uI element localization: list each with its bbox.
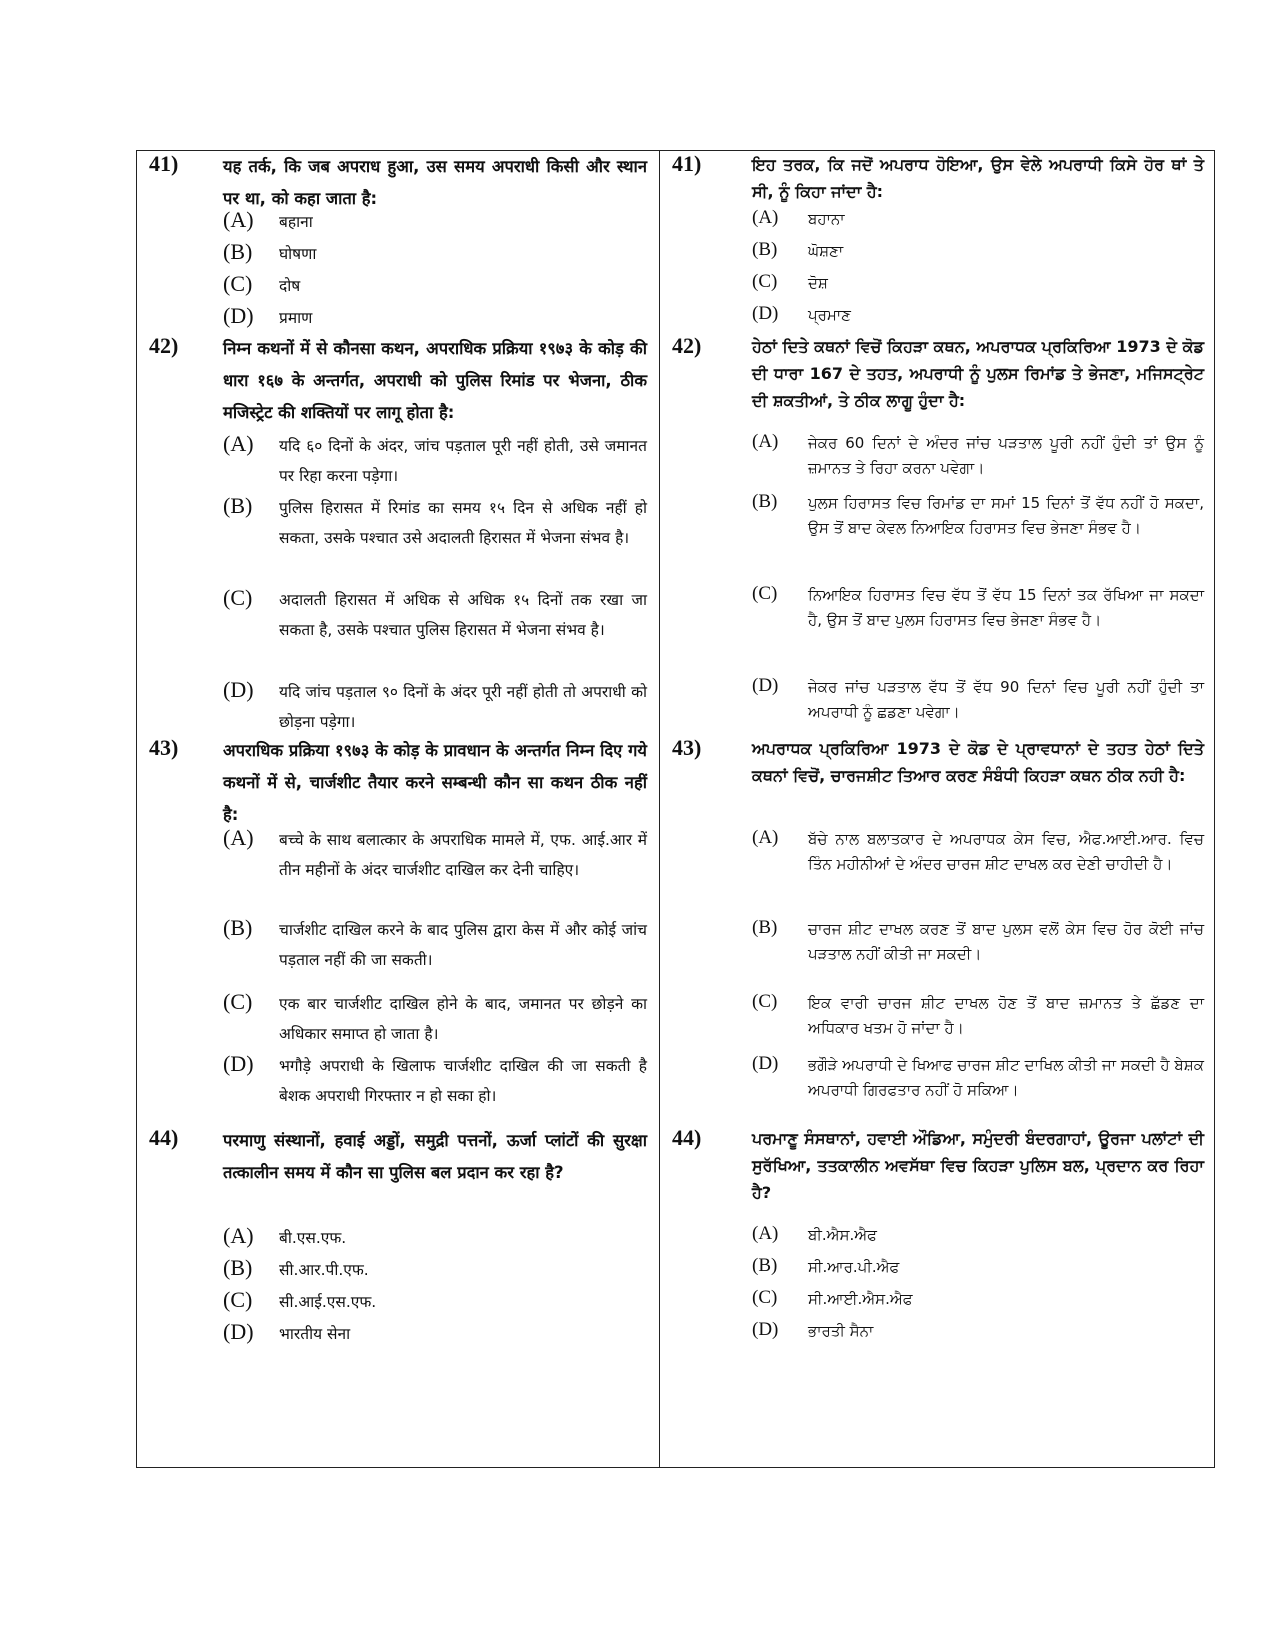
option-label: (A) <box>223 825 254 850</box>
option-label: (C) <box>752 1287 778 1308</box>
option-text: भारतीय सेना <box>279 1325 351 1343</box>
option-text: ਸੀ.ਆਰ.ਪੀ.ਐਫ <box>808 1258 900 1276</box>
question-number: 41) <box>672 151 702 176</box>
option-label: (A) <box>223 431 254 456</box>
question-number: 42) <box>149 333 179 358</box>
hindi-column <box>137 151 660 1467</box>
option-label: (C) <box>223 989 253 1014</box>
question-number: 41) <box>149 151 179 176</box>
question-number: 43) <box>149 735 179 760</box>
option-text: पुलिस हिरासत में रिमांड का समय १५ दिन से अधिक नहीं हो सकता, उसके पश्चात उसे अदालती हिरासत में भेजना संभव है। <box>279 499 647 547</box>
option-label: (B) <box>752 491 778 512</box>
option-label: (A) <box>223 207 254 232</box>
option-text: ਚਾਰਜ ਸ਼ੀਟ ਦਾਖਲ ਕਰਣ ਤੋਂ ਬਾਦ ਪੁਲਸ ਵਲੋਂ ਕੇਸ ਵਿਚ ਹੋਰ ਕੋਈ ਜਾਂਚ ਪੜਤਾਲ ਨਹੀਂ ਕੀਤੀ ਜਾ ਸਕਦੀ। <box>808 920 1204 963</box>
question-text: ਇਹ ਤਰਕ, ਕਿ ਜਦੋਂ ਅਪਰਾਧ ਹੋਇਆ, ਉਸ ਵੇਲੇ ਅਪਰਾਧੀ ਕਿਸੇ ਹੋਰ ਥਾਂ ਤੇ ਸੀ, ਨੂੰ ਕਿਹਾ ਜਾਂਦਾ ਹੈ: <box>752 155 1204 201</box>
option-text: एक बार चार्जशीट दाखिल होने के बाद, जमानत पर छोड़ने का अधिकार समाप्त हो जाता है। <box>279 995 647 1043</box>
option-text: ਜੇਕਰ 60 ਦਿਨਾਂ ਦੇ ਅੰਦਰ ਜਾਂਚ ਪੜਤਾਲ ਪੂਰੀ ਨਹੀਂ ਹੁੰਦੀ ਤਾਂ ਉਸ ਨੂੰ ਜ਼ਮਾਨਤ ਤੇ ਰਿਹਾ ਕਰਨਾ ਪਵੇਗਾ। <box>808 434 1204 477</box>
option-label: (D) <box>223 303 254 328</box>
option-label: (B) <box>223 493 253 518</box>
option-label: (D) <box>752 1053 779 1074</box>
question-text: निम्न कथनों में से कौनसा कथन, अपराधिक प्रक्रिया १९७३ के कोड़ की धारा १६७ के अन्तर्गत, अपराधी को पुलिस रिमांड पर भेजना, ठीक मजिस्ट्रेट की शक्तियों पर लागू होता है: <box>223 339 647 422</box>
option-label: (C) <box>223 1287 253 1312</box>
option-label: (C) <box>223 585 253 610</box>
option-text: ਪੁਲਸ ਹਿਰਾਸਤ ਵਿਚ ਰਿਮਾਂਡ ਦਾ ਸਮਾਂ 15 ਦਿਨਾਂ ਤੋਂ ਵੱਧ ਨਹੀਂ ਹੋ ਸਕਦਾ, ਉਸ ਤੋਂ ਬਾਦ ਕੇਵਲ ਨਿਆਇਕ ਹਿਰਾਸਤ ਵਿਚ ਭੇਜਣਾ ਸੰਭਵ ਹੈ। <box>808 494 1204 537</box>
option-label: (D) <box>752 1319 779 1340</box>
option-text: ਘੋਸ਼ਣਾ <box>808 242 844 260</box>
option-text: सी.आर.पी.एफ. <box>279 1261 369 1279</box>
option-text: ਭਗੌੜੇ ਅਪਰਾਧੀ ਦੇ ਖਿਆਫ ਚਾਰਜ ਸ਼ੀਟ ਦਾਖਿਲ ਕੀਤੀ ਜਾ ਸਕਦੀ ਹੈ ਬੇਸ਼ਕ ਅਪਰਾਧੀ ਗਿਰਫਤਾਰ ਨਹੀਂ ਹੋ ਸਕਿਆ। <box>808 1056 1204 1099</box>
option-label: (D) <box>223 1319 254 1344</box>
option-label: (A) <box>752 431 779 452</box>
question-number: 43) <box>672 735 702 760</box>
option-text: ਬੀ.ਐਸ.ਐਫ <box>808 1226 877 1244</box>
option-text: यदि ६० दिनों के अंदर, जांच पड़ताल पूरी नहीं होती, उसे जमानत पर रिहा करना पड़ेगा। <box>279 437 647 485</box>
question-text: ਪਰਮਾਣੂ ਸੰਸਥਾਨਾਂ, ਹਵਾਈ ਔਡਿਆ, ਸਮੁੰਦਰੀ ਬੰਦਰਗਾਹਾਂ, ਊਰਜਾ ਪਲਾਂਟਾਂ ਦੀ ਸੁਰੱਖਿਆ, ਤਤਕਾਲੀਨ ਅਵਸੱਥਾ ਵਿਚ ਕਿਹੜਾ ਪੁਲਿਸ ਬਲ, ਪ੍ਰਦਾਨ ਕਰ ਰਿਹਾ ਹੈ? <box>752 1129 1204 1202</box>
option-text: बी.एस.एफ. <box>279 1229 347 1247</box>
option-label: (B) <box>223 915 253 940</box>
question-number: 42) <box>672 333 702 358</box>
option-label: (A) <box>752 207 779 228</box>
question-text: यह तर्क, कि जब अपराध हुआ, उस समय अपराधी किसी और स्थान पर था, को कहा जाता है: <box>223 157 647 208</box>
option-text: बच्चे के साथ बलात्कार के अपराधिक मामले में, एफ. आई.आर में तीन महीनों के अंदर चार्जशीट दाखिल कर देनी चाहिए। <box>279 831 647 879</box>
question-text: ਅਪਰਾਧਕ ਪ੍ਰਕਿਰਿਆ 1973 ਦੇ ਕੋਡ ਦੇ ਪ੍ਰਾਵਧਾਨਾਂ ਦੇ ਤਹਤ ਹੇਠਾਂ ਦਿਤੇ ਕਥਨਾਂ ਵਿਚੋਂ, ਚਾਰਜਸ਼ੀਟ ਤਿਆਰ ਕਰਣ ਸੰਬੰਧੀ ਕਿਹੜਾ ਕਥਨ ਠੀਕ ਨਹੀ ਹੈ: <box>752 739 1204 785</box>
option-text: ਭਾਰਤੀ ਸੈਨਾ <box>808 1322 874 1340</box>
option-text: अदालती हिरासत में अधिक से अधिक १५ दिनों तक रखा जा सकता है, उसके पश्चात पुलिस हिरासत में भेजना संभव है। <box>279 591 647 639</box>
question-text: ਹੇਠਾਂ ਦਿਤੇ ਕਥਨਾਂ ਵਿਚੋਂ ਕਿਹੜਾ ਕਥਨ, ਅਪਰਾਧਕ ਪ੍ਰਕਿਰਿਆ 1973 ਦੇ ਕੋਡ ਦੀ ਧਾਰਾ 167 ਦੇ ਤਹਤ, ਅਪਰਾਧੀ ਨੂੰ ਪੁਲਸ ਰਿਮਾਂਡ ਤੇ ਭੇਜਣਾ, ਮਜਿਸਟ੍ਰੇਟ ਦੀ ਸ਼ਕਤੀਆਂ, ਤੇ ਠੀਕ ਲਾਗੂ ਹੁੰਦਾ ਹੈ: <box>752 337 1204 410</box>
question-sheet <box>136 150 1215 1468</box>
option-label: (C) <box>752 583 778 604</box>
option-label: (B) <box>223 1255 253 1280</box>
option-text: ਜੇਕਰ ਜਾਂਚ ਪੜਤਾਲ ਵੱਧ ਤੋਂ ਵੱਧ 90 ਦਿਨਾਂ ਵਿਚ ਪੂਰੀ ਨਹੀਂ ਹੁੰਦੀ ਤਾ ਅਪਰਾਧੀ ਨੂੰ ਛਡਣਾ ਪਵੇਗਾ। <box>808 678 1204 721</box>
option-text: दोष <box>279 277 301 295</box>
option-text: बहाना <box>279 213 313 231</box>
option-text: ਪ੍ਰਮਾਣ <box>808 306 851 324</box>
option-text: प्रमाण <box>279 309 313 327</box>
punjabi-column <box>660 151 1214 1467</box>
option-label: (A) <box>752 827 779 848</box>
option-label: (D) <box>223 677 254 702</box>
option-label: (D) <box>223 1051 254 1076</box>
option-label: (C) <box>752 271 778 292</box>
option-text: भगौड़े अपराधी के खिलाफ चार्जशीट दाखिल की जा सकती है बेशक अपराधी गिरफ्तार न हो सका हो। <box>279 1057 647 1105</box>
option-label: (A) <box>223 1223 254 1248</box>
option-label: (B) <box>752 239 778 260</box>
option-text: ਬਹਾਨਾ <box>808 210 845 228</box>
option-label: (B) <box>752 1255 778 1276</box>
option-label: (C) <box>752 991 778 1012</box>
question-number: 44) <box>672 1125 702 1150</box>
option-label: (A) <box>752 1223 779 1244</box>
option-text: ਨਿਆਇਕ ਹਿਰਾਸਤ ਵਿਚ ਵੱਧ ਤੋਂ ਵੱਧ 15 ਦਿਨਾਂ ਤਕ ਰੱਖਿਆ ਜਾ ਸਕਦਾ ਹੈ, ਉਸ ਤੋਂ ਬਾਦ ਪੁਲਸ ਹਿਰਾਸਤ ਵਿਚ ਭੇਜਣਾ ਸੰਭਵ ਹੈ। <box>808 586 1204 629</box>
option-text: यदि जांच पड़ताल ९० दिनों के अंदर पूरी नहीं होती तो अपराधी को छोड़ना पड़ेगा। <box>279 683 647 731</box>
option-text: ਸੀ.ਆਈ.ਐਸ.ਐਫ <box>808 1290 913 1308</box>
question-text: परमाणु संस्थानों, हवाई अड्डों, समुद्री पत्तनों, ऊर्जा प्लांटों की सुरक्षा तत्कालीन समय में कौन सा पुलिस बल प्रदान कर रहा है? <box>223 1131 647 1182</box>
question-number: 44) <box>149 1125 179 1150</box>
option-label: (B) <box>752 917 778 938</box>
option-label: (D) <box>752 675 779 696</box>
option-label: (B) <box>223 239 253 264</box>
option-label: (C) <box>223 271 253 296</box>
option-text: सी.आई.एस.एफ. <box>279 1293 377 1311</box>
option-text: चार्जशीट दाखिल करने के बाद पुलिस द्वारा केस में और कोई जांच पड़ताल नहीं की जा सकती। <box>279 921 647 969</box>
option-text: ਇਕ ਵਾਰੀ ਚਾਰਜ ਸ਼ੀਟ ਦਾਖਲ ਹੋਣ ਤੋਂ ਬਾਦ ਜ਼ਮਾਨਤ ਤੇ ਛੱਡਣ ਦਾ ਅਧਿਕਾਰ ਖਤਮ ਹੋ ਜਾਂਦਾ ਹੈ। <box>808 994 1204 1037</box>
option-text: ਬੱਚੇ ਨਾਲ ਬਲਾਤਕਾਰ ਦੇ ਅਪਰਾਧਕ ਕੇਸ ਵਿਚ, ਐਫ.ਆਈ.ਆਰ. ਵਿਚ ਤਿੰਨ ਮਹੀਨੀਆਂ ਦੇ ਅੰਦਰ ਚਾਰਜ ਸ਼ੀਟ ਦਾਖਲ ਕਰ ਦੇਣੀ ਚਾਹੀਦੀ ਹੈ। <box>808 830 1204 873</box>
option-text: घोषणा <box>279 245 317 263</box>
option-text: ਦੋਸ਼ <box>808 274 828 292</box>
option-label: (D) <box>752 303 779 324</box>
question-text: अपराधिक प्रक्रिया १९७३ के कोड़ के प्रावधान के अन्तर्गत निम्न दिए गये कथनों में से, चार्जशीट तैयार करने सम्बन्धी कौन सा कथन ठीक नहीं है: <box>223 741 647 824</box>
